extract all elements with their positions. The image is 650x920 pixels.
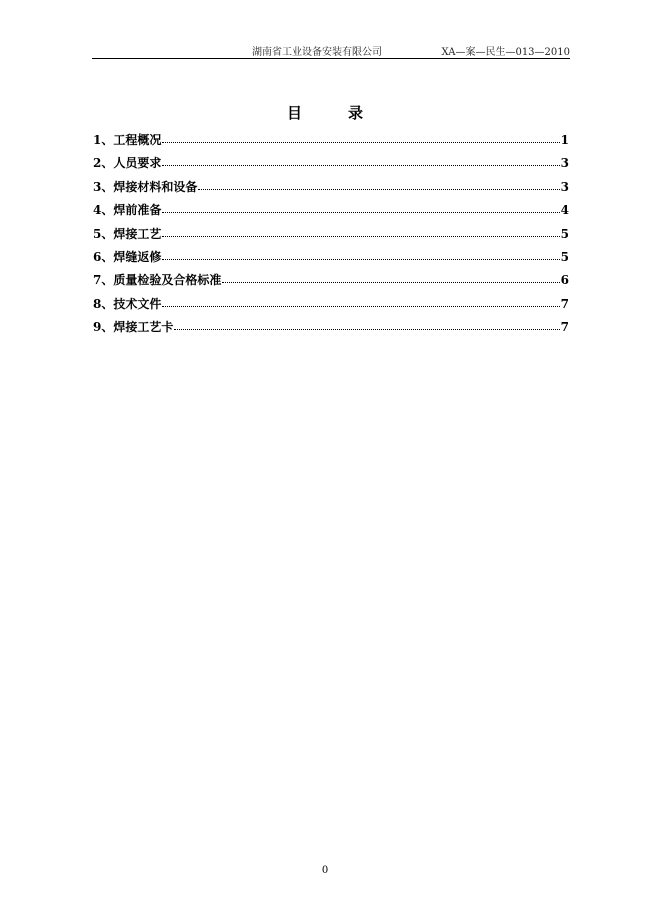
toc-entry-label: 焊缝返修	[113, 249, 162, 264]
toc-dot-leader	[222, 272, 559, 284]
toc-entry[interactable]	[93, 248, 569, 271]
toc-entry-label: 焊接工艺	[113, 226, 162, 241]
toc-entry-label: 焊接工艺卡	[113, 320, 174, 335]
toc-entry-number: 3、	[93, 179, 114, 194]
toc-entry[interactable]	[93, 225, 569, 248]
toc-dot-leader	[162, 249, 559, 261]
toc-entry-label: 工程概况	[113, 133, 162, 147]
toc-title-char-1: 目	[286, 104, 302, 122]
toc-entry-page: 3	[560, 156, 569, 171]
toc-entry-page: 7	[560, 296, 569, 311]
header-divider	[92, 58, 570, 59]
toc-entry-number: 8、	[93, 296, 114, 311]
toc-entry-page: 1	[560, 133, 569, 147]
toc-entry-page: 3	[560, 179, 569, 194]
toc-entry-number: 9、	[93, 320, 114, 335]
toc-dot-leader	[162, 202, 559, 214]
toc-entry-label: 人员要求	[113, 156, 162, 171]
toc-entry[interactable]	[93, 318, 569, 341]
toc-entry[interactable]	[93, 201, 569, 224]
toc-title-char-2: 录	[348, 104, 364, 122]
toc-entry-page: 5	[560, 226, 569, 241]
toc-entry[interactable]	[93, 154, 569, 177]
page-number: 0	[321, 865, 329, 876]
company-name: 湖南省工业设备安装有限公司	[252, 47, 382, 58]
toc-entry[interactable]	[93, 178, 569, 201]
toc-entry-number: 5、	[93, 226, 114, 241]
toc-entry-label: 技术文件	[113, 296, 162, 311]
toc-dot-leader	[198, 179, 559, 191]
toc-entry-number: 4、	[93, 203, 114, 218]
toc-entry[interactable]	[93, 295, 569, 318]
toc-entry-page: 5	[560, 249, 569, 264]
toc-entry-page: 7	[560, 320, 569, 335]
toc-entry-number: 6、	[93, 249, 114, 264]
toc-entry-page: 4	[560, 203, 569, 218]
toc-entry-page: 6	[560, 273, 569, 288]
toc-entry-label: 质量检验及合格标准	[113, 273, 222, 288]
toc-dot-leader	[162, 226, 559, 238]
toc-entry-number: 7、	[93, 273, 114, 288]
toc-dot-leader	[162, 132, 559, 144]
toc-entry-label: 焊接材料和设备	[113, 179, 198, 194]
toc-entry-number: 1、	[93, 133, 114, 147]
toc-entry[interactable]	[93, 271, 569, 294]
toc-dot-leader	[162, 296, 559, 308]
document-number: XA—案—民生—013—2010	[441, 47, 570, 58]
toc-title	[0, 102, 650, 123]
toc-dot-leader	[162, 155, 559, 167]
toc-entry-number: 2、	[93, 156, 114, 171]
table-of-contents	[93, 131, 569, 342]
toc-entry-label: 焊前准备	[113, 203, 162, 218]
toc-entry[interactable]	[93, 131, 569, 154]
page-header	[92, 43, 570, 57]
toc-dot-leader	[174, 319, 559, 331]
